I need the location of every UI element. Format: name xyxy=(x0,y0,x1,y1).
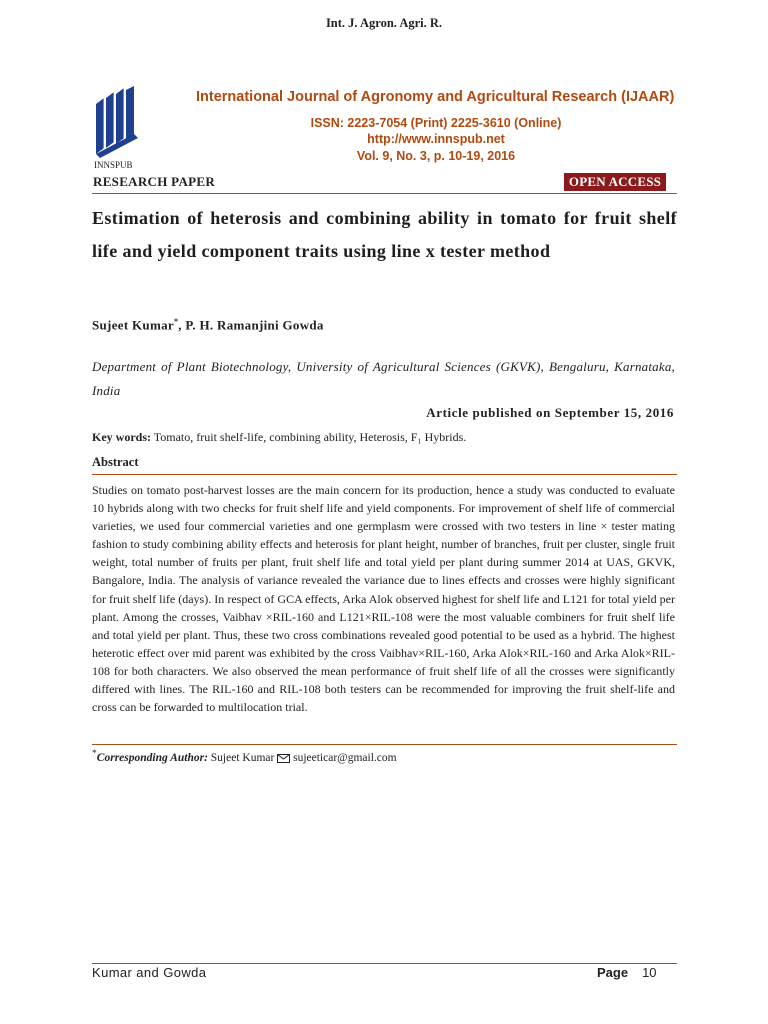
paper-type-label: RESEARCH PAPER xyxy=(93,174,216,189)
corresponding-email[interactable]: sujeeticar@gmail.com xyxy=(290,751,397,764)
author-list xyxy=(92,317,324,333)
abstract-heading: Abstract xyxy=(92,455,139,469)
publication-date: Article published on September 15, 2016 xyxy=(426,405,674,420)
volume-issue: Vol. 9, No. 3, p. 10-19, 2016 xyxy=(356,149,516,163)
keywords-list: Tomato, fruit shelf-life, combining ability, Heterosis, F₁ Hybrids. xyxy=(151,430,467,444)
corresponding-name: Sujeet Kumar xyxy=(207,751,278,764)
article-title: Estimation of heterosis and combining ability in tomato for fruit shelf life and yield component traits using line x tester method xyxy=(92,208,677,261)
author-name: , P. H. Ramanjini Gowda xyxy=(178,317,324,333)
corresponding-label: Corresponding Author: xyxy=(96,751,208,764)
page-number-value: 10 xyxy=(642,965,657,980)
book-stack-icon xyxy=(92,86,152,170)
journal-title: International Journal of Agronomy and Agricultural Research (IJAAR) xyxy=(196,89,675,105)
footer-divider xyxy=(92,963,677,964)
header-divider xyxy=(92,193,677,194)
page-label: Page xyxy=(597,965,629,980)
footer-authors: Kumar and Gowda xyxy=(92,965,207,980)
innspub-logo xyxy=(92,86,152,170)
issn: ISSN: 2223-7054 (Print) 2225-3610 (Online) xyxy=(310,116,562,130)
keywords xyxy=(92,430,466,445)
running-head: Int. J. Agron. Agri. R. xyxy=(325,16,443,30)
corresponding-author xyxy=(92,748,397,764)
logo-text: INNSPUB xyxy=(94,160,133,170)
corresponding-mark: * xyxy=(92,748,97,759)
page-number xyxy=(597,965,657,980)
author-name: Sujeet Kumar xyxy=(92,317,174,333)
journal-url[interactable]: http://www.innspub.net xyxy=(367,132,505,146)
abstract-text: Studies on tomato post-harvest losses are the main concern for its production, hence a study was conducted to evaluate 10 hybrids along with two checks for fruit shelf life and yield components. For improvement of shelf life of commercial varieties, we used four commercial varieties and one germplasm were crossed with two testers in line × tester mating fashion to study combining ability effects and heterosis for plant height, number of branches, fruit per cluster, single fruit weight, total number of fruits per plant, fruit shelf life and total yield per plant during summer 2014 at UAS, GKVK, Bangalore, India. The analysis of variance revealed the variance due to lines effects and crosses were highly significant for fruit shelf life (days). In respect of GCA effects, Arka Alok observed highest for shelf life and L121 for total yield per plant. Among the crosses, Vaibhav ×RIL-160 and L121×RIL-108 were the most valuable combiners for fruit shelf life and total yield per plant. Thus, these two cross combinations revealed good potential to be used as a hybrid. The highest heterotic effect over mid parent was exhibited by the cross Vaibhav×RIL-160, Arka Alok×RIL-160 and Arka Alok×RIL-108 for both characters. We also observed the mean performance of fruit shelf life of all the crosses were significantly differed with lines. The RIL-160 and RIL-108 both testers can be recommended for improving the fruit shelf-life and cross can be forwarded to multilocation trial. xyxy=(92,483,675,715)
envelope-icon xyxy=(277,754,290,763)
abstract-divider xyxy=(92,474,677,475)
corresponding-mark: * xyxy=(173,317,179,326)
affiliation: Department of Plant Biotechnology, University of Agricultural Sciences (GKVK), Bengaluru, Karnataka, India xyxy=(92,359,675,398)
abstract-end-divider xyxy=(92,744,677,745)
open-access-badge: OPEN ACCESS xyxy=(564,173,666,191)
keywords-label: Key words: xyxy=(92,430,151,444)
